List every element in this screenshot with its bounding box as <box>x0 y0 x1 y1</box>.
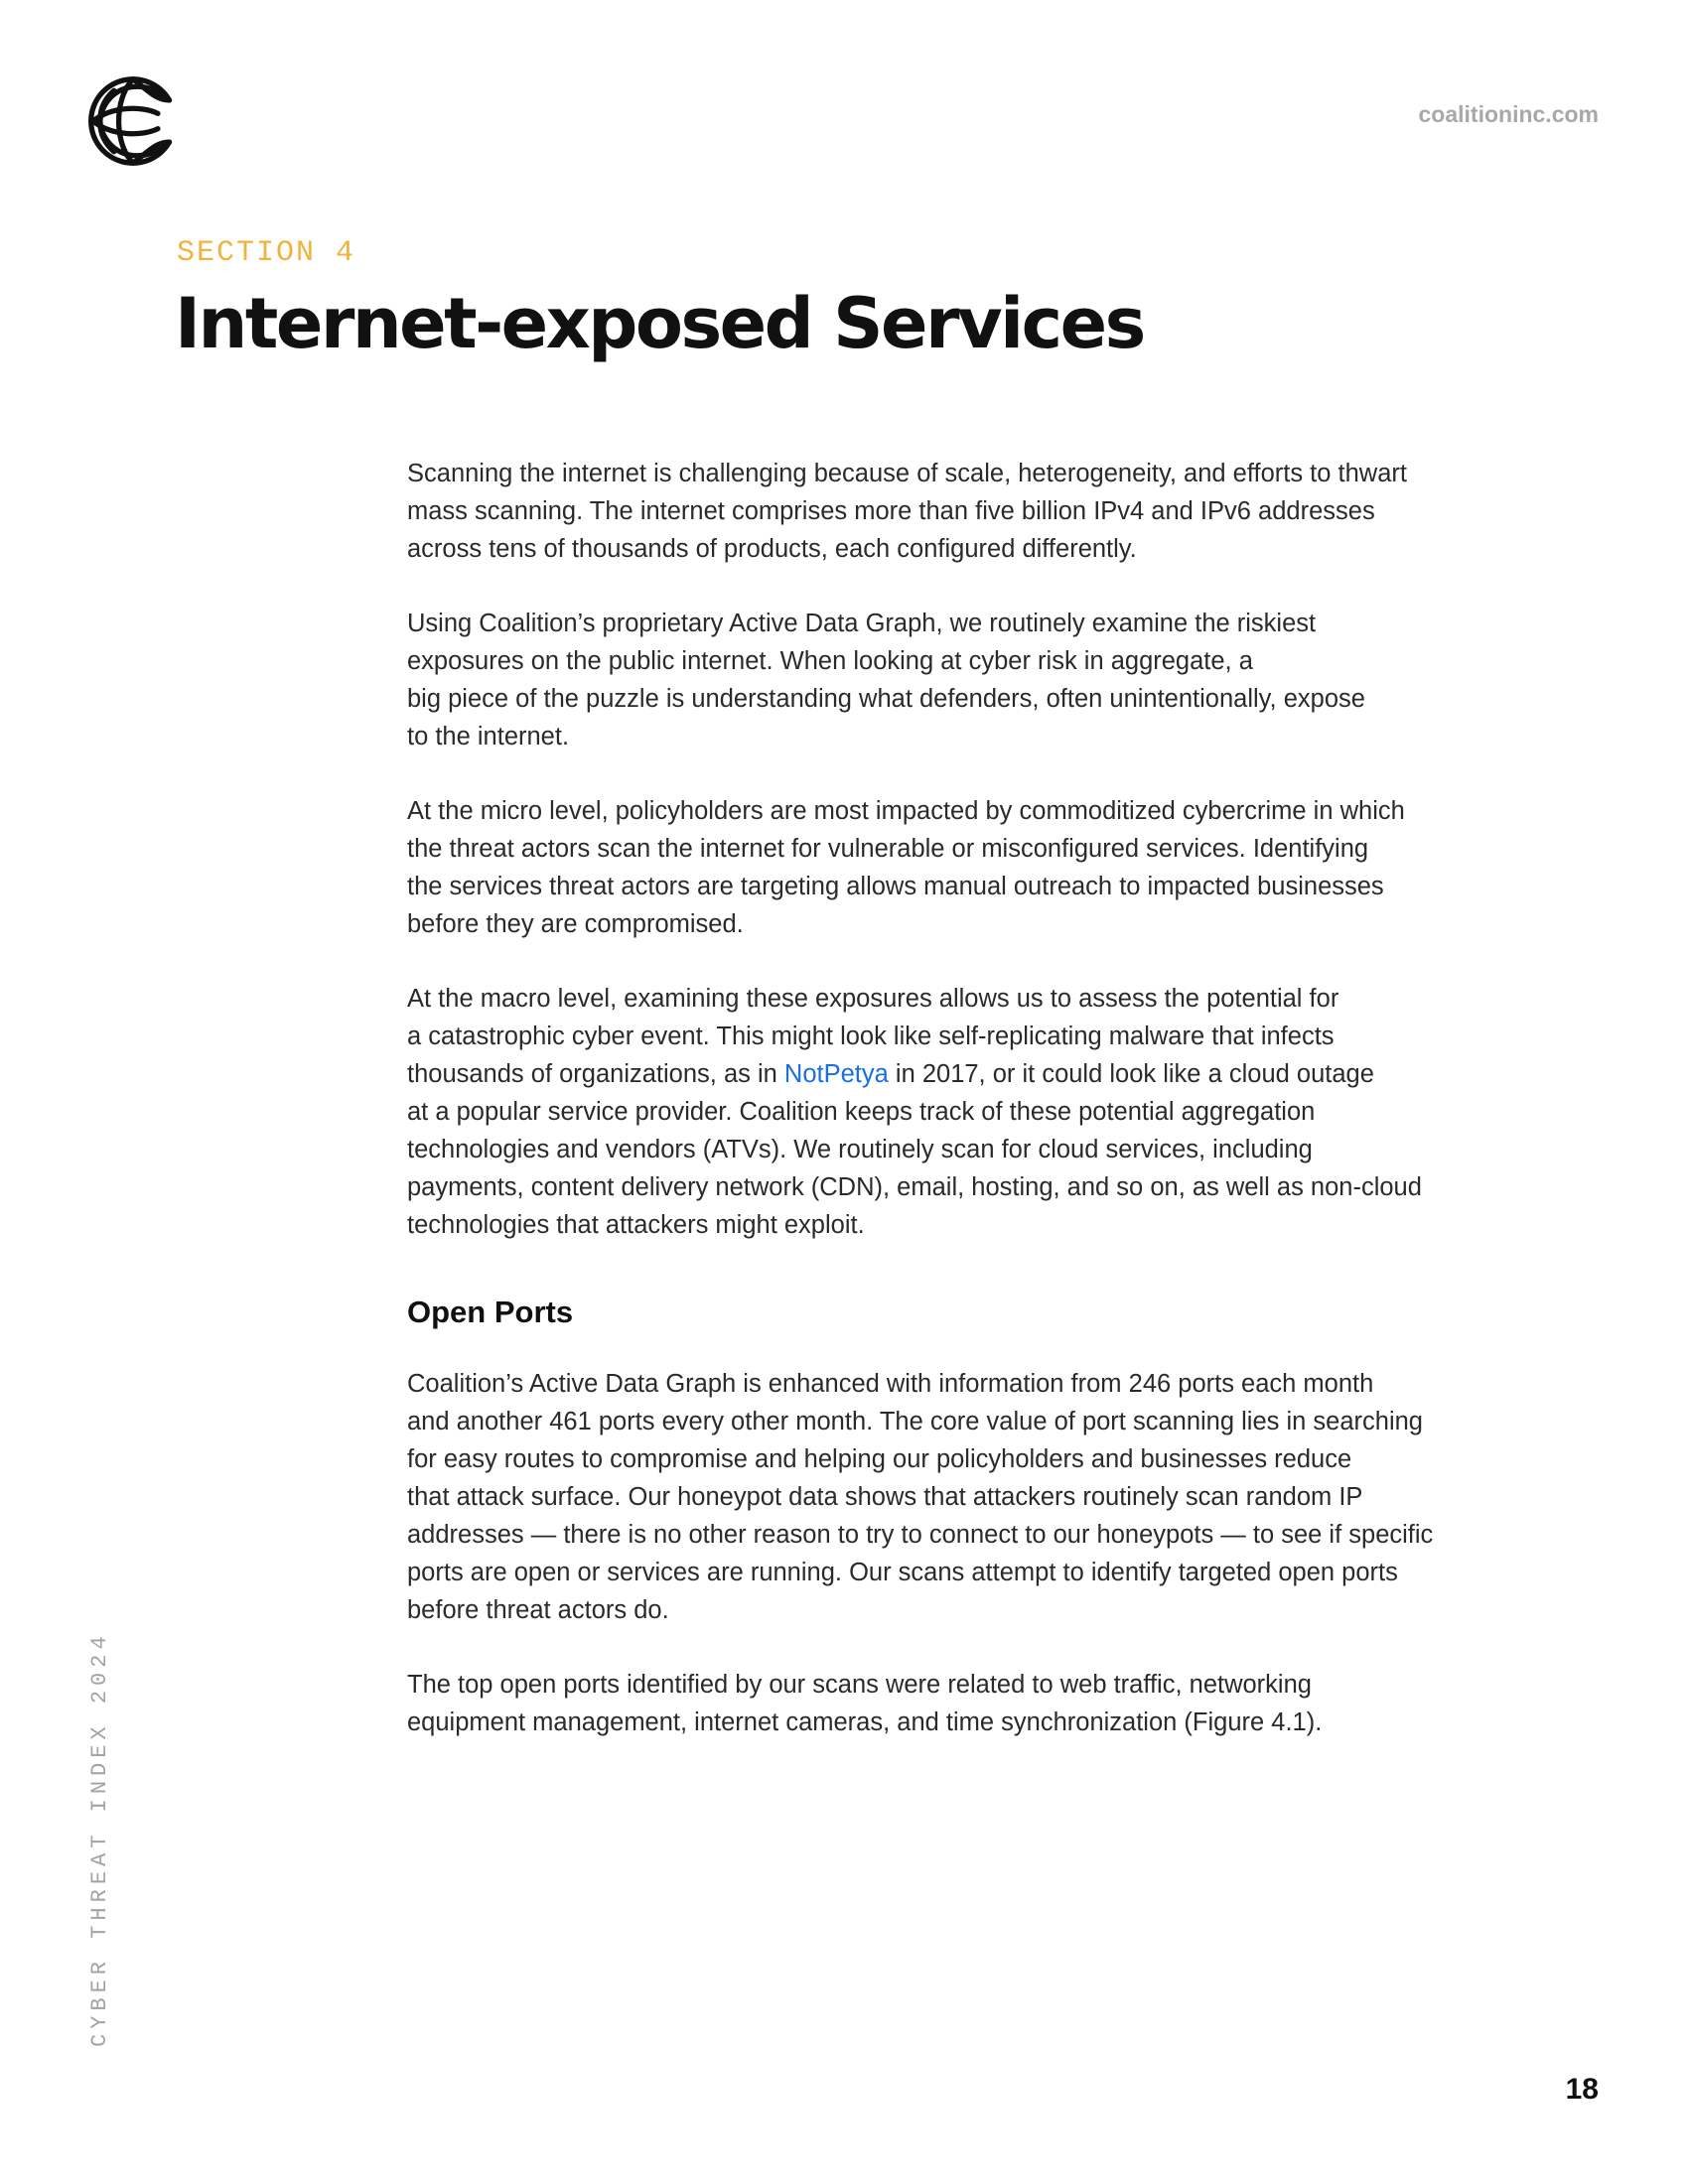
open-ports-heading: Open Ports <box>407 1295 574 1329</box>
text-line: payments, content delivery network (CDN), email, hosting, and so on, as well as non-cloud <box>407 1173 1422 1201</box>
intro-paragraph-2 <box>407 605 1519 755</box>
text-line: addresses — there is no other reason to try to connect to our honeypots — to see if specific <box>407 1521 1434 1549</box>
body-text <box>407 455 1519 1778</box>
text-line: and another 461 ports every other month. The core value of port scanning lies in searching <box>407 1408 1423 1435</box>
text-line: at a popular service provider. Coalition keeps track of these potential aggregation <box>407 1098 1316 1126</box>
page-title: Internet-exposed Services <box>175 283 1144 364</box>
text-line: ports are open or services are running. Our scans attempt to identify targeted open ports <box>407 1559 1398 1586</box>
intro-paragraph-1 <box>407 455 1519 568</box>
text-line: for easy routes to compromise and helping our policyholders and businesses reduce <box>407 1445 1352 1473</box>
text-line: the services threat actors are targeting allows manual outreach to impacted businesses <box>407 873 1384 900</box>
section-label: SECTION 4 <box>177 236 356 270</box>
text-segment: in 2017, or it could look like a cloud outage <box>888 1060 1374 1088</box>
text-line: to the internet. <box>407 723 570 751</box>
open-ports-paragraph-1 <box>407 1365 1519 1629</box>
text-line: technologies that attackers might exploit. <box>407 1211 865 1239</box>
page-number: 18 <box>1565 2073 1599 2106</box>
notpetya-link[interactable]: NotPetya <box>783 1060 889 1088</box>
text-line: At the macro level, examining these exposures allows us to assess the potential for <box>407 985 1339 1013</box>
text-line <box>407 1055 1519 1093</box>
intro-paragraph-3 <box>407 792 1519 943</box>
text-line: mass scanning. The internet comprises more than five billion IPv4 and IPv6 addresses <box>407 497 1375 525</box>
text-line: the threat actors scan the internet for vulnerable or misconfigured services. Identifying <box>407 835 1369 863</box>
text-line: Coalition’s Active Data Graph is enhanced with information from 246 ports each month <box>407 1370 1374 1398</box>
coalition-logo-icon <box>85 71 181 171</box>
text-line: before they are compromised. <box>407 910 744 938</box>
site-url[interactable]: coalitioninc.com <box>1418 101 1599 127</box>
text-line: big piece of the puzzle is understanding what defenders, often unintentionally, expose <box>407 685 1365 713</box>
text-line: across tens of thousands of products, each configured differently. <box>407 535 1137 563</box>
intro-paragraph-4 <box>407 980 1519 1244</box>
side-label: CYBER THREAT INDEX 2024 <box>87 1631 112 2047</box>
text-line: Scanning the internet is challenging because of scale, heterogeneity, and efforts to thwart <box>407 460 1407 487</box>
text-line: equipment management, internet cameras, and time synchronization (Figure 4.1). <box>407 1708 1323 1736</box>
text-line: a catastrophic cyber event. This might look like self-replicating malware that infects <box>407 1023 1335 1050</box>
text-line: At the micro level, policyholders are most impacted by commoditized cybercrime in which <box>407 797 1405 825</box>
text-line: before threat actors do. <box>407 1596 669 1624</box>
text-line: The top open ports identified by our scans were related to web traffic, networking <box>407 1671 1312 1699</box>
text-line: technologies and vendors (ATVs). We routinely scan for cloud services, including <box>407 1136 1313 1163</box>
open-ports-paragraph-2 <box>407 1666 1519 1741</box>
text-line: Using Coalition’s proprietary Active Data Graph, we routinely examine the riskiest <box>407 610 1317 637</box>
text-line: exposures on the public internet. When looking at cyber risk in aggregate, a <box>407 647 1253 675</box>
text-line: that attack surface. Our honeypot data shows that attackers routinely scan random IP <box>407 1483 1363 1511</box>
text-segment: thousands of organizations, as in <box>407 1060 784 1088</box>
